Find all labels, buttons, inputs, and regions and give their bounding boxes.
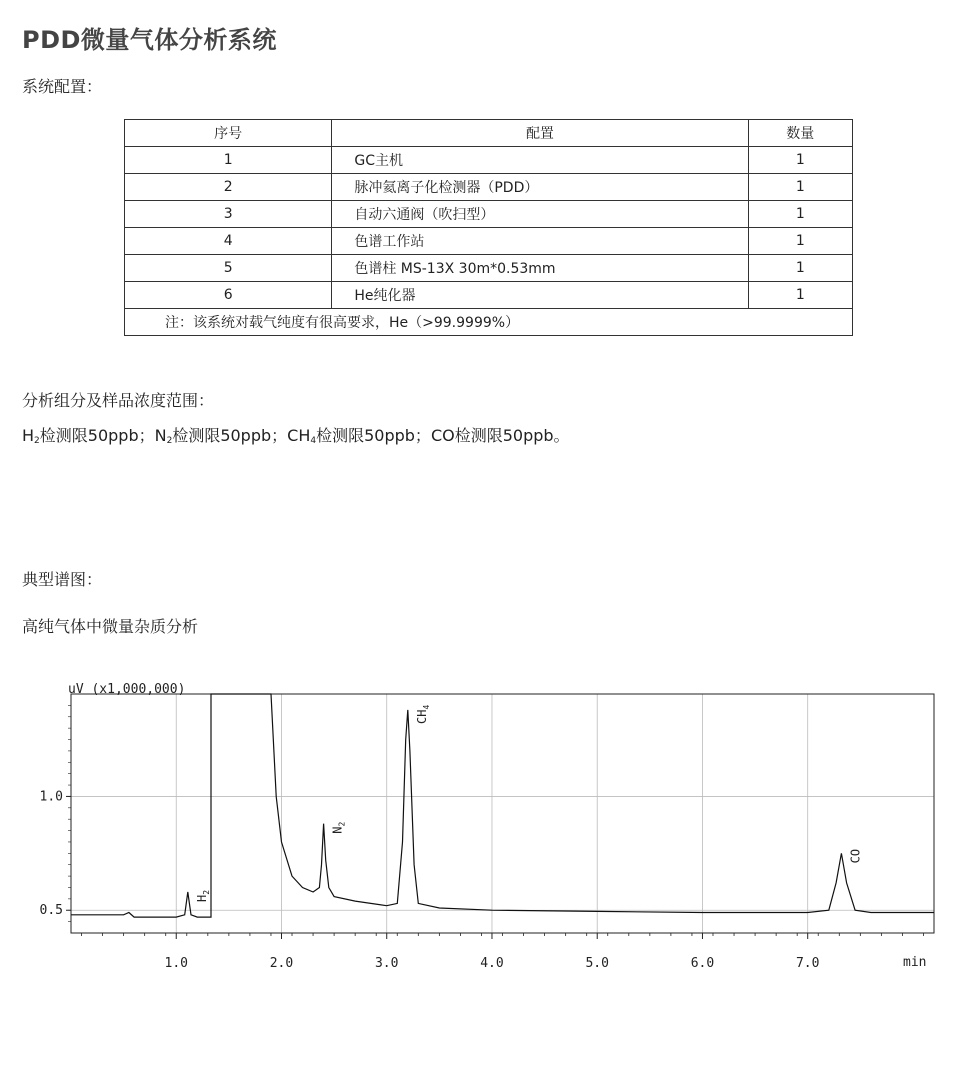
x-tick-label: 4.0 <box>480 956 504 970</box>
chart-subtitle: 高纯气体中微量杂质分析 <box>22 617 199 636</box>
row-no: 1 <box>125 147 332 174</box>
h2-symbol: H <box>22 426 35 445</box>
row-qty: 1 <box>748 228 852 255</box>
signal-line <box>71 694 934 917</box>
row-no: 4 <box>125 228 332 255</box>
peak-label-n2: $N_2$ <box>330 821 347 834</box>
x-tick-label: 5.0 <box>585 956 609 970</box>
x-tick-label: 7.0 <box>795 956 820 970</box>
row-qty: 1 <box>748 282 852 309</box>
table-row <box>125 201 853 228</box>
table-note-row <box>125 309 853 336</box>
ch4-limit: 检测限50ppb； <box>316 426 431 445</box>
chromatogram-chart <box>0 670 977 970</box>
x-axis-title: min <box>903 955 927 970</box>
row-config: 色谱工作站 <box>332 228 748 255</box>
row-config: 脉冲氦离子化检测器（PDD） <box>332 174 748 201</box>
h2-subscript: 2 <box>34 436 40 446</box>
peak-label-ch4: $CH_4$ <box>414 704 431 724</box>
table-row <box>125 174 853 201</box>
typical-section-label: 典型谱图： <box>22 570 103 589</box>
header-config: 配置 <box>332 120 748 147</box>
row-config: 自动六通阀（吹扫型） <box>332 201 748 228</box>
n2-limit: 检测限50ppb； <box>172 426 288 445</box>
y-tick-label: 0.5 <box>39 903 63 919</box>
row-no: 3 <box>125 201 332 228</box>
co-limit: CO检测限50ppb。 <box>430 426 570 445</box>
config-section-label: 系统配置： <box>22 77 103 96</box>
ch4-symbol: CH <box>287 426 311 445</box>
row-qty: 1 <box>748 255 852 282</box>
peak-label-h2: $H_2$ <box>194 889 211 903</box>
table-row <box>125 228 853 255</box>
n2-subscript: 2 <box>166 436 173 446</box>
table-row <box>125 282 853 309</box>
row-config: He纯化器 <box>332 282 748 309</box>
row-qty: 1 <box>748 201 852 228</box>
x-tick-label: 3.0 <box>374 956 399 970</box>
config-table <box>124 119 853 336</box>
row-qty: 1 <box>748 147 852 174</box>
row-config: 色谱柱 MS-13X 30m*0.53mm <box>332 255 748 282</box>
table-row <box>125 255 853 282</box>
row-no: 6 <box>125 282 332 309</box>
y-tick-label: 1.0 <box>39 789 63 805</box>
row-no: 5 <box>125 255 332 282</box>
x-tick-label: 2.0 <box>269 956 294 970</box>
table-row <box>125 147 853 174</box>
row-qty: 1 <box>748 174 852 201</box>
x-tick-label: 6.0 <box>690 956 715 970</box>
detection-limits <box>22 423 570 446</box>
table-note: 注：该系统对载气纯度有很高要求，He（>99.9999%） <box>125 309 853 336</box>
row-no: 2 <box>125 174 332 201</box>
header-no: 序号 <box>125 120 332 147</box>
n2-symbol: N <box>154 426 167 445</box>
peak-label-co: CO <box>848 848 863 864</box>
row-config: GC主机 <box>332 147 748 174</box>
ch4-subscript: 4 <box>310 436 317 446</box>
x-tick-label: 1.0 <box>164 956 188 970</box>
h2-limit: 检测限50ppb； <box>39 426 155 445</box>
header-qty: 数量 <box>748 120 852 147</box>
y-axis-title: uV (x1,000,000) <box>68 682 186 697</box>
range-section-label: 分析组分及样品浓度范围： <box>22 391 215 410</box>
page-title: PDD微量气体分析系统 <box>22 26 277 54</box>
table-header-row <box>125 120 853 147</box>
